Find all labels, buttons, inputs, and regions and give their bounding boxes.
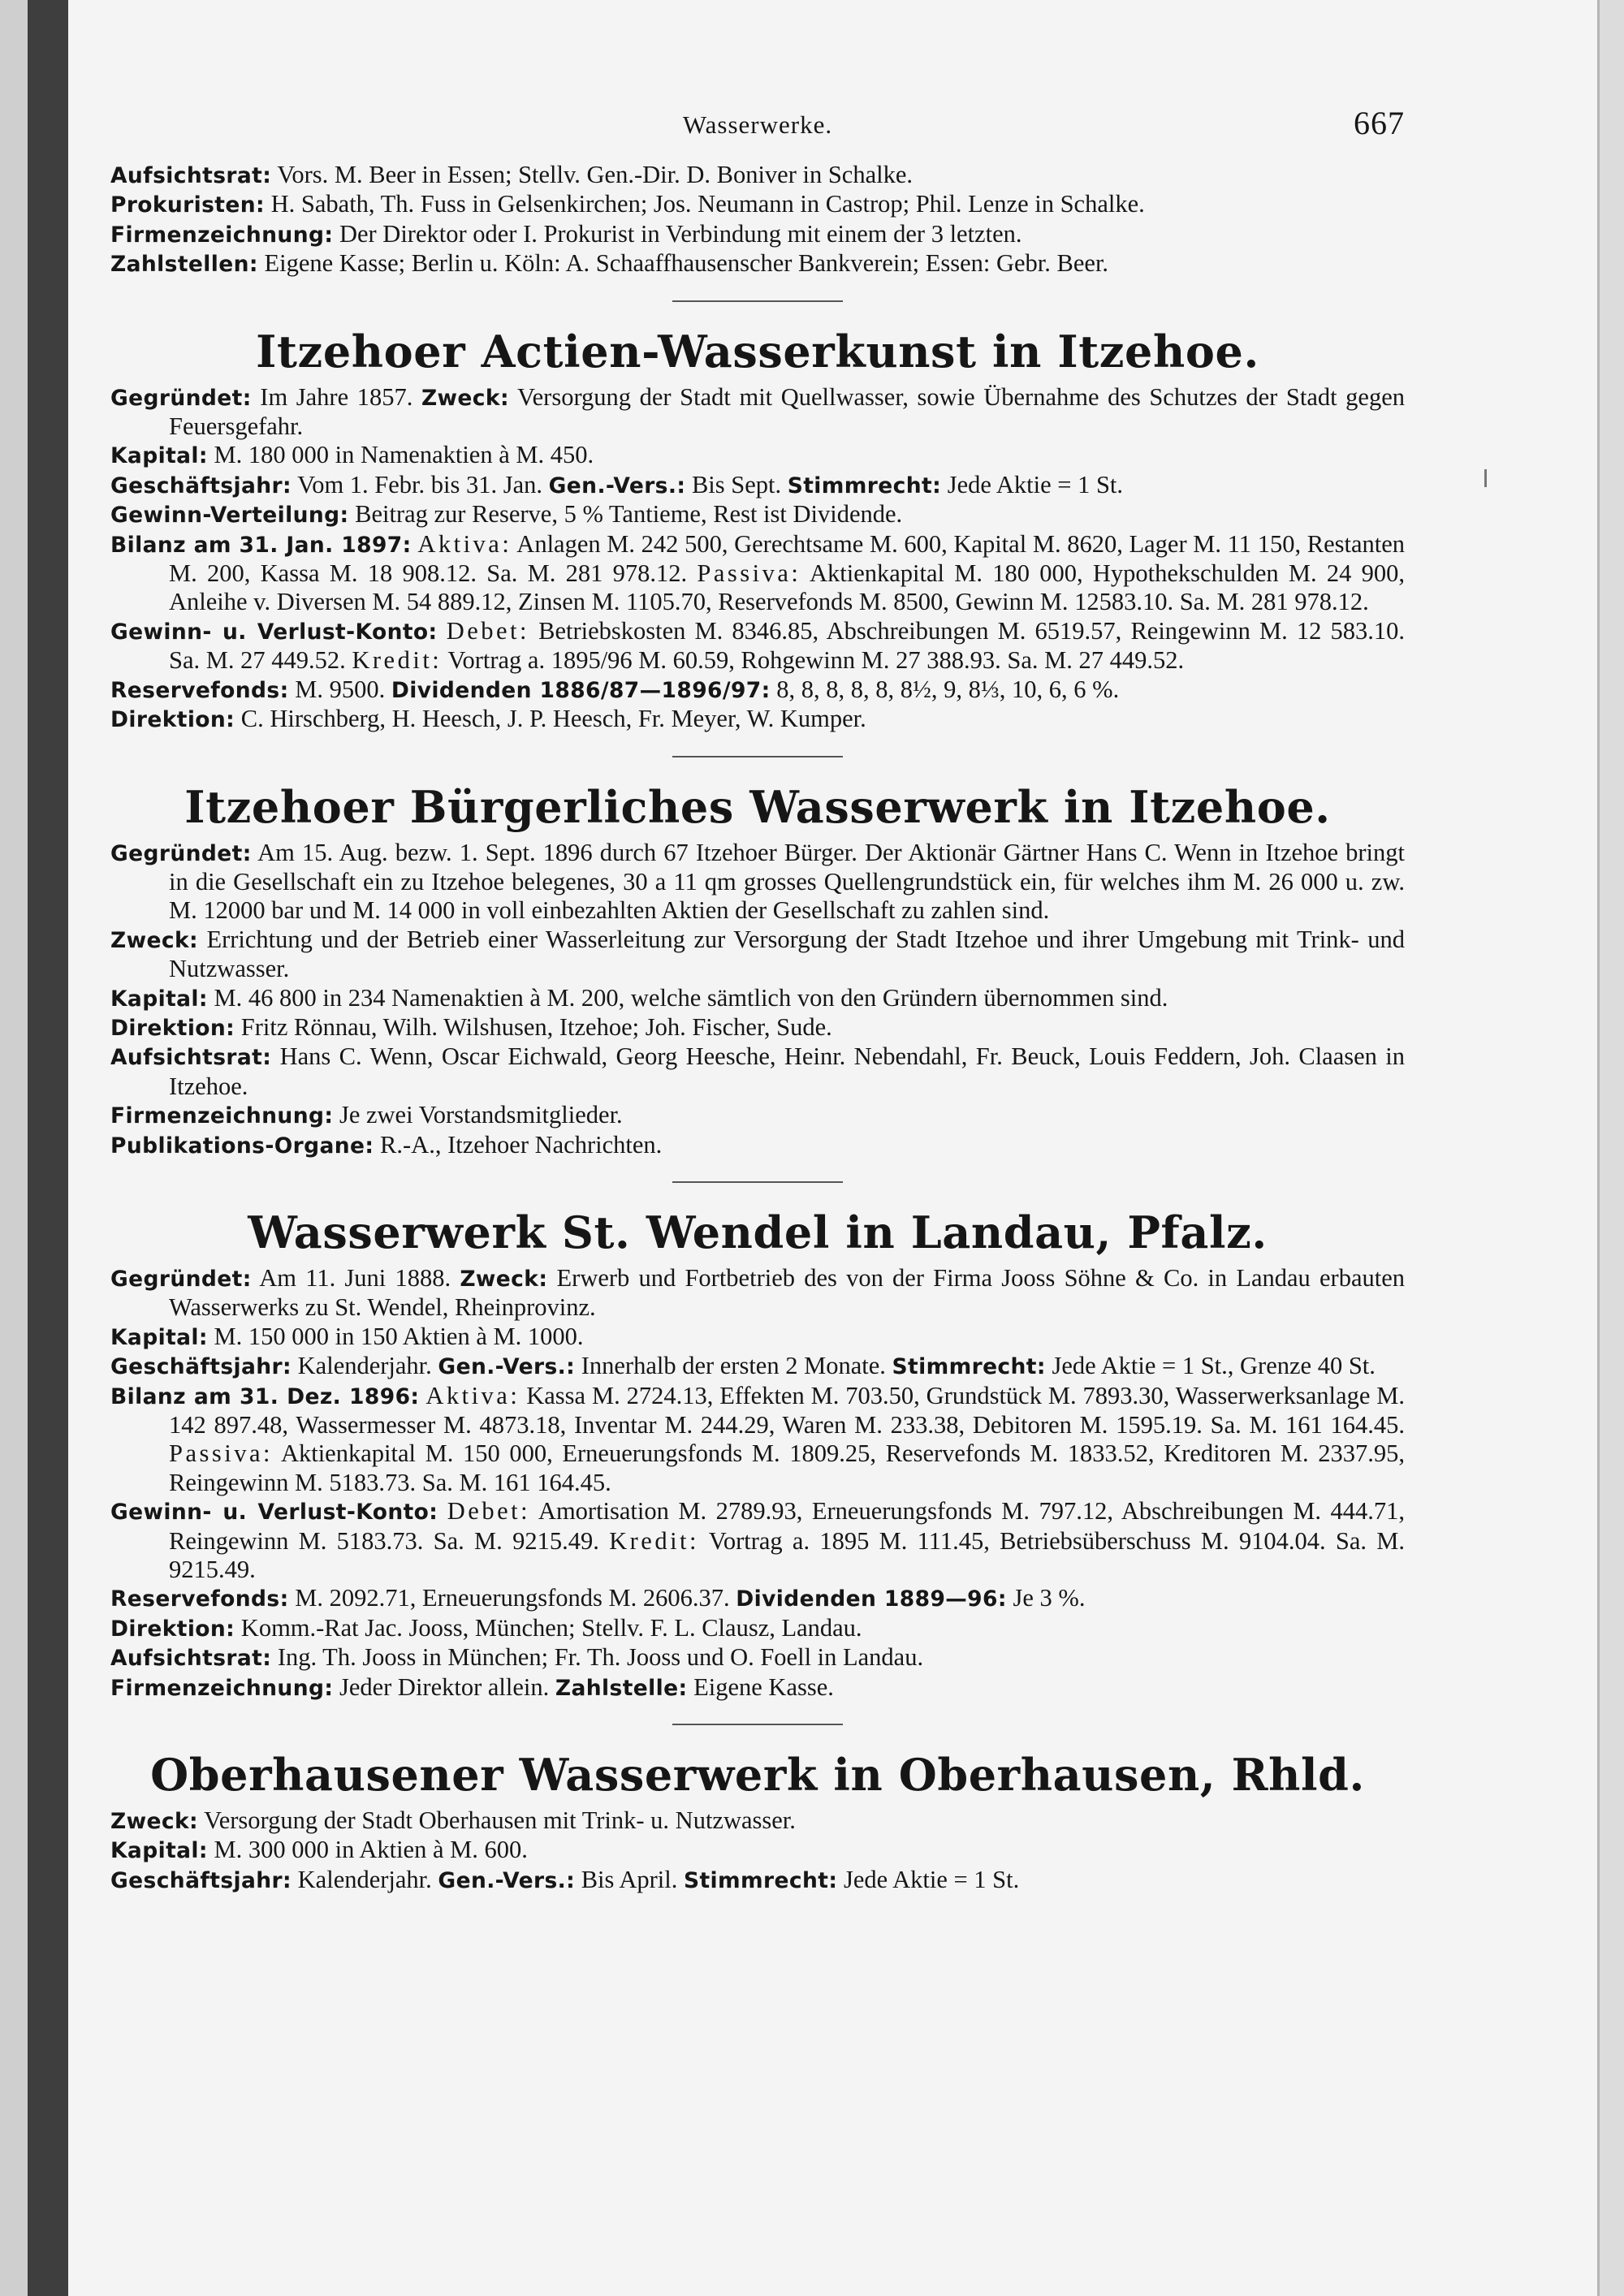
running-title: Wasserwerke. — [682, 110, 833, 139]
prokuristen-entry — [110, 190, 1405, 219]
entry-text: Hans C. Wenn, Oscar Eichwald, Georg Heesche, Heinr. Nebendahl, Fr. Beuck, Louis Feddern, Joh. Claasen in Itzehoe. — [169, 1042, 1406, 1100]
entry-label: Gewinn- u. Verlust-Konto: — [110, 1500, 438, 1526]
aufsichtsrat-entry — [110, 1643, 1405, 1672]
entry-text: Eigene Kasse; Berlin u. Köln: A. Schaaffhausenscher Bankverein; Essen: Gebr. Beer. — [264, 249, 1109, 278]
direktion-entry — [110, 705, 1405, 734]
entry-text: Anlagen M. 242 500, Gerechtsame M. 600, Kapital M. 8620, Lager M. 11 150, Restanten M. 200, Kassa M. 18 908.12. Sa. M. 281 978.12. — [169, 529, 1406, 588]
entry-label: Kapital: — [110, 1838, 208, 1864]
entry-text: M. 300 000 in Aktien à M. 600. — [214, 1836, 528, 1864]
entry-label: Kapital: — [110, 986, 208, 1012]
scan-edge — [0, 0, 28, 2296]
debet-word: Debet: — [446, 616, 529, 645]
direktion-entry — [110, 1614, 1405, 1643]
entry-label: Aufsichtsrat: — [110, 1045, 272, 1071]
entry-text: R.-A., Itzehoer Nachrichten. — [380, 1130, 663, 1159]
entry-label: Zahlstelle: — [555, 1675, 688, 1701]
entry-text: M. 2092.71, Erneuerungsfonds M. 2606.37. — [295, 1584, 730, 1612]
zweck-entry — [110, 926, 1405, 984]
entry-text: Jede Aktie = 1 St., Grenze 40 St. — [1052, 1352, 1376, 1380]
reservefonds-entry — [110, 675, 1405, 705]
kapital-entry — [110, 984, 1405, 1013]
entry-label: Direktion: — [110, 707, 235, 733]
kredit-word: Kredit: — [609, 1526, 699, 1555]
entry-text: Komm.-Rat Jac. Jooss, München; Stellv. F. L. Clausz, Landau. — [240, 1613, 862, 1642]
page-edge — [1597, 0, 1624, 2296]
company-itzehoer-actien-wasserkunst — [110, 325, 1405, 735]
entry-text: Versorgung der Stadt Oberhausen mit Trink- u. Nutzwasser. — [204, 1806, 796, 1835]
kapital-entry — [110, 441, 1405, 470]
entry-text: M. 180 000 in Namenaktien à M. 450. — [214, 441, 594, 469]
entry-text: Jede Aktie = 1 St. — [947, 470, 1124, 498]
entry-text: Amortisation M. 2789.93, Erneuerungsfonds M. 797.12, Abschreibungen M. 444.71, Reingewinn M. 5183.73. Sa. M. 9215.49. — [169, 1497, 1406, 1555]
kredit-word: Kredit: — [352, 646, 443, 675]
entry-label: Zweck: — [110, 1809, 198, 1835]
entry-label: Gegründet: — [110, 840, 252, 866]
gegruendet-entry — [110, 383, 1405, 442]
entry-label: Publikations-Organe: — [110, 1133, 374, 1159]
entry-label: Aufsichtsrat: — [110, 163, 272, 188]
section-divider — [672, 1181, 843, 1183]
entry-label: Stimmrecht: — [892, 1354, 1046, 1380]
company-oberhausener-wasserwerk — [110, 1748, 1405, 1895]
entry-label: Firmenzeichnung: — [110, 222, 334, 248]
entry-text: Der Direktor oder I. Prokurist in Verbindung mit einem der 3 letzten. — [339, 219, 1022, 248]
entry-text: Beitrag zur Reserve, 5 % Tantieme, Rest ist Dividende. — [355, 500, 903, 529]
entry-label: Zweck: — [460, 1266, 548, 1292]
entry-text: Errichtung und der Betrieb einer Wasserleitung zur Versorgung der Stadt Itzehoe und ihrer Umgebung mit Trink- und Nutzwasser. — [169, 925, 1406, 983]
geschaeftsjahr-entry — [110, 1352, 1405, 1381]
margin-mark — [1484, 469, 1487, 487]
entry-label: Geschäftsjahr: — [110, 1354, 292, 1380]
entry-label: Reservefonds: — [110, 677, 289, 703]
section-divider — [672, 1724, 843, 1725]
entry-label: Stimmrecht: — [787, 473, 942, 498]
aktiva-word: Aktiva: — [417, 529, 512, 558]
company-wasserwerk-st-wendel — [110, 1206, 1405, 1703]
section-divider — [672, 300, 843, 302]
entry-text: H. Sabath, Th. Fuss in Gelsenkirchen; Jos. Neumann in Castrop; Phil. Lenze in Schalke. — [270, 190, 1145, 218]
entry-label: Aufsichtsrat: — [110, 1646, 272, 1672]
entry-text: Bis April. — [581, 1865, 678, 1893]
gewinnverteilung-entry — [110, 500, 1405, 529]
entry-text: Innerhalb der ersten 2 Monate. — [581, 1352, 886, 1380]
bilanz-entry — [110, 530, 1405, 617]
aufsichtsrat-entry — [110, 1042, 1405, 1101]
entry-label: Stimmrecht: — [683, 1867, 838, 1893]
running-head — [110, 105, 1405, 156]
entry-text: Ing. Th. Jooss in München; Fr. Th. Jooss und O. Foell in Landau. — [277, 1643, 924, 1672]
page-number: 667 — [1354, 105, 1405, 141]
entry-text: 8, 8, 8, 8, 8, 8½, 9, 8⅓, 10, 6, 6 %. — [776, 675, 1120, 703]
geschaeftsjahr-entry — [110, 471, 1405, 500]
company-title: Oberhausener Wasserwerk in Oberhausen, Rhld. — [150, 1749, 1365, 1802]
company-title: Itzehoer Bürgerliches Wasserwerk in Itzehoe. — [184, 780, 1331, 833]
entry-text: Vortrag a. 1895/96 M. 60.59, Rohgewinn M. 27 388.93. Sa. M. 27 449.52. — [447, 646, 1185, 675]
entry-label: Dividenden 1886/87—1896/97: — [391, 677, 771, 703]
entry-label: Gen.-Vers.: — [548, 473, 686, 498]
entry-label: Gen.-Vers.: — [438, 1867, 576, 1893]
entry-text: Am 11. Juni 1888. — [259, 1263, 451, 1292]
entry-text: Fritz Rönnau, Wilh. Wilshusen, Itzehoe; Joh. Fischer, Sude. — [240, 1012, 832, 1041]
entry-label: Reservefonds: — [110, 1586, 289, 1612]
binding-shadow — [28, 0, 68, 2296]
entry-text: Versorgung der Stadt mit Quellwasser, sowie Übernahme des Schutzes der Stadt gegen Feuersgefahr. — [169, 382, 1406, 441]
aufsichtsrat-entry — [110, 161, 1405, 190]
entry-text: Erwerb und Fortbetrieb des von der Firma Jooss Söhne & Co. in Landau erbauten Wasserwerks zu St. Wendel, Rheinprovinz. — [169, 1263, 1405, 1322]
bilanz-entry — [110, 1382, 1405, 1498]
entry-text: Vom 1. Febr. bis 31. Jan. — [297, 470, 543, 498]
entry-text: Jede Aktie = 1 St. — [843, 1865, 1020, 1893]
entry-text: Aktienkapital M. 180 000, Hypothekschulden M. 24 900, Anleihe v. Diversen M. 54 889.12, Zinsen M. 1105.70, Reservefonds M. 8500, Gewinn M. 12583.10. Sa. M. 281 978.12. — [169, 559, 1405, 616]
gewinn-verlust-entry — [110, 1497, 1405, 1584]
passiva-word: Passiva: — [169, 1439, 273, 1468]
entry-label: Geschäftsjahr: — [110, 1867, 292, 1893]
gegruendet-entry — [110, 839, 1405, 926]
entry-label: Bilanz am 31. Dez. 1896: — [110, 1383, 420, 1409]
entry-label: Bilanz am 31. Jan. 1897: — [110, 532, 412, 558]
entry-text: C. Hirschberg, H. Heesch, J. P. Heesch, Fr. Meyer, W. Kumper. — [240, 705, 866, 733]
entry-text: M. 9500. — [295, 675, 386, 703]
direktion-entry — [110, 1013, 1405, 1042]
entry-label: Gen.-Vers.: — [438, 1354, 576, 1380]
zahlstellen-entry — [110, 249, 1405, 278]
entry-label: Gewinn-Verteilung: — [110, 503, 349, 529]
entry-text: Am 15. Aug. bezw. 1. Sept. 1896 durch 67 Itzehoer Bürger. Der Aktionär Gärtner Hans C. Wenn in Itzehoe bringt in die Gesellschaft ein zu Itzehoe belegenes, 30 a 11 qm grosses Quellengrundstück ein, für welches ihm M. 26 000 u. zw. M. 12000 bar und M. 14 000 in voll einbezahlten Aktien der Gesellschaft zu zahlen sind. — [169, 838, 1405, 925]
entry-label: Gegründet: — [110, 385, 252, 411]
entry-label: Direktion: — [110, 1616, 235, 1642]
company-title: Wasserwerk St. Wendel in Landau, Pfalz. — [248, 1206, 1268, 1258]
entry-label: Zweck: — [110, 927, 198, 953]
company-itzehoer-buergerliches-wasserwerk — [110, 780, 1405, 1160]
entry-label: Zahlstellen: — [110, 252, 258, 278]
kapital-entry — [110, 1323, 1405, 1352]
entry-text: Bis Sept. — [691, 470, 782, 498]
entry-label: Direktion: — [110, 1015, 235, 1041]
entry-text: Kassa M. 2724.13, Effekten M. 703.50, Grundstück M. 7893.30, Wasserwerksanlage M. 142 897.48, Wassermesser M. 4873.18, Inventar M. 244.29, Waren M. 233.38, Debitoren M. 1595.19. Sa. M. 161 164.45. — [169, 1381, 1406, 1439]
entry-label: Geschäftsjahr: — [110, 473, 292, 498]
entry-text: Eigene Kasse. — [693, 1672, 834, 1701]
gegruendet-entry — [110, 1264, 1405, 1323]
gewinn-verlust-entry — [110, 617, 1405, 675]
reservefonds-entry — [110, 1584, 1405, 1613]
section-divider — [672, 756, 843, 757]
entry-label: Dividenden 1889—96: — [736, 1586, 1007, 1612]
entry-text: Jeder Direktor allein. — [339, 1672, 550, 1701]
entry-text: M. 150 000 in 150 Aktien à M. 1000. — [214, 1322, 584, 1350]
entry-text: Im Jahre 1857. — [260, 382, 413, 411]
aktiva-word: Aktiva: — [425, 1381, 520, 1409]
entry-text: Betriebskosten M. 8346.85, Abschreibungen M. 6519.57, Reingewinn M. 12 583.10. Sa. M. 27 449.52. — [169, 616, 1405, 675]
entry-text: Je zwei Vorstandsmitglieder. — [339, 1101, 623, 1129]
entry-label: Kapital: — [110, 1324, 208, 1350]
geschaeftsjahr-entry — [110, 1866, 1405, 1895]
entry-text: Vors. M. Beer in Essen; Stellv. Gen.-Dir. D. Boniver in Schalke. — [277, 161, 914, 188]
entry-label: Gewinn- u. Verlust-Konto: — [110, 619, 438, 645]
company-title: Itzehoer Actien-Wasserkunst in Itzehoe. — [256, 325, 1259, 378]
entry-label: Firmenzeichnung: — [110, 1675, 334, 1701]
entry-label: Gegründet: — [110, 1266, 252, 1292]
entry-label: Prokuristen: — [110, 192, 266, 218]
previous-entry-tail — [110, 161, 1405, 279]
entry-text: Kalenderjahr. — [297, 1865, 432, 1893]
entry-label: Kapital: — [110, 443, 208, 469]
entry-label: Zweck: — [421, 385, 509, 411]
entry-text: Aktienkapital M. 150 000, Erneuerungsfonds M. 1809.25, Reservefonds M. 1833.52, Kreditoren M. 2337.95, Reingewinn M. 5183.73. Sa. M. 161 164.45. — [169, 1439, 1405, 1496]
entry-text: M. 46 800 in 234 Namenaktien à M. 200, welche sämtlich von den Gründern übernommen sind. — [214, 983, 1168, 1012]
publikation-entry — [110, 1131, 1405, 1160]
firmenzeichnung-entry — [110, 1101, 1405, 1130]
entry-label: Firmenzeichnung: — [110, 1103, 334, 1129]
kapital-entry — [110, 1836, 1405, 1865]
entry-text: Kalenderjahr. — [297, 1352, 432, 1380]
entry-text: Je 3 %. — [1013, 1584, 1086, 1612]
firmenzeichnung-entry — [110, 1673, 1405, 1703]
zweck-entry — [110, 1806, 1405, 1836]
entry-text: Vortrag a. 1895 M. 111.45, Betriebsüberschuss M. 9104.04. Sa. M. 9215.49. — [169, 1526, 1405, 1584]
debet-word: Debet: — [447, 1497, 531, 1526]
text-column — [110, 105, 1406, 1895]
firmenzeichnung-entry — [110, 220, 1405, 249]
passiva-word: Passiva: — [697, 559, 801, 588]
